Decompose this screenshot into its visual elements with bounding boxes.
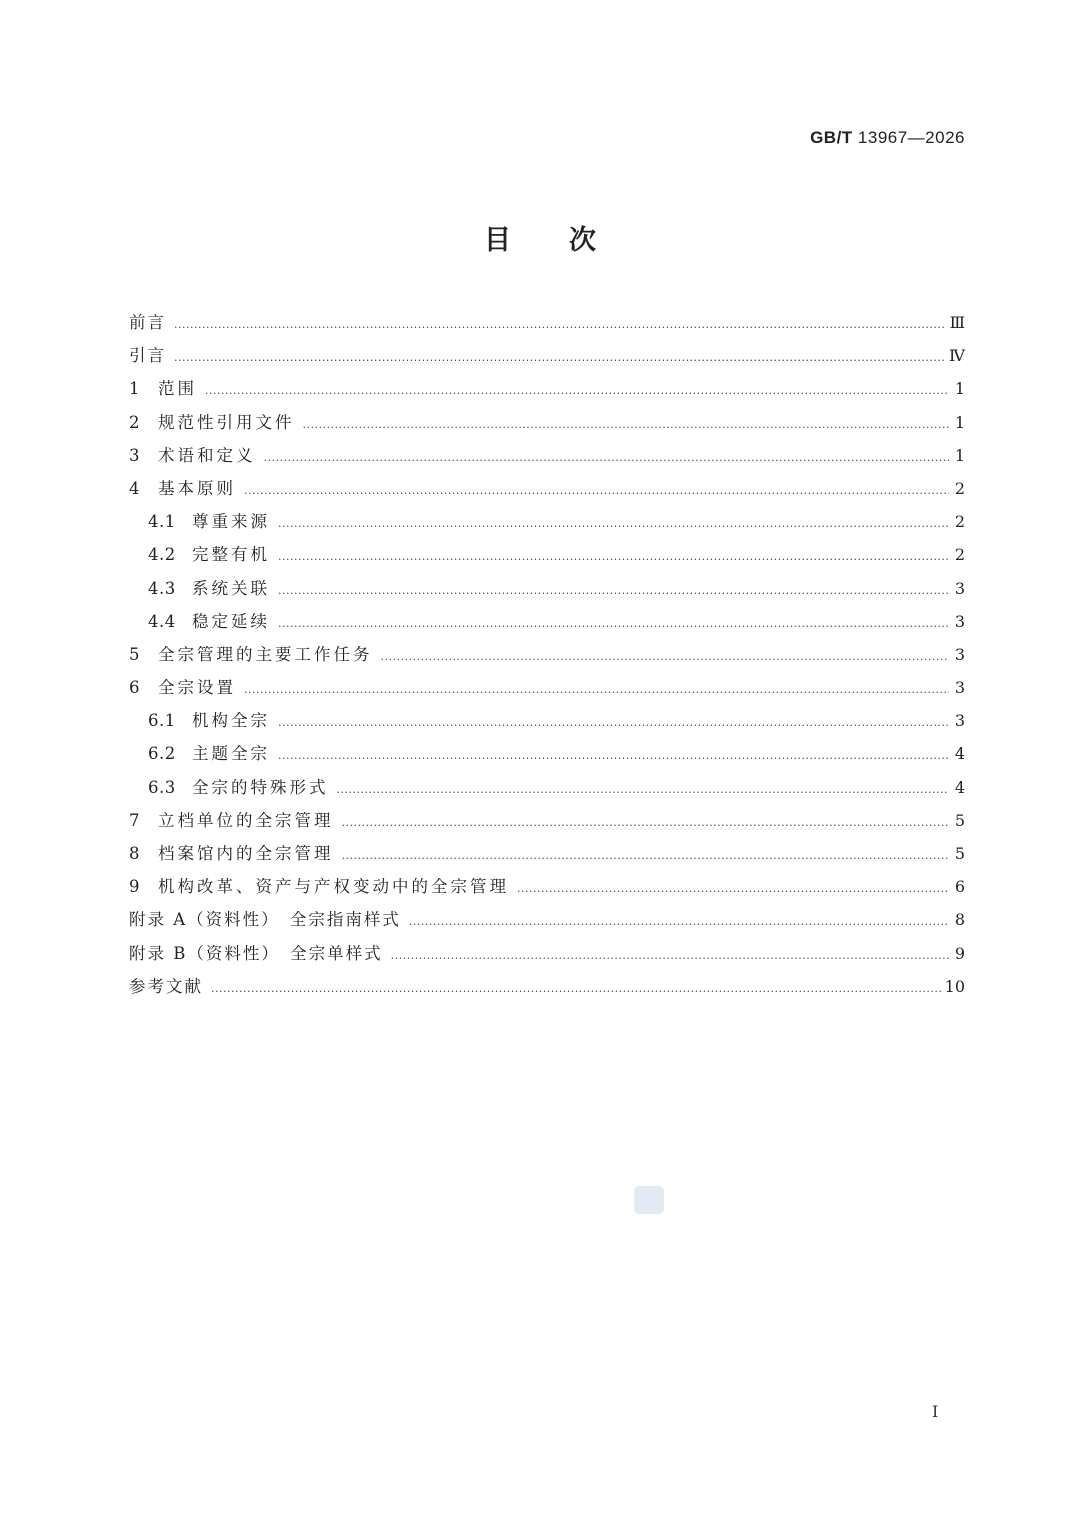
standard-code [810, 128, 965, 148]
toc-entry-label: 附录 B（资料性） 全宗单样式 [129, 943, 383, 963]
toc-dot-leader [205, 374, 949, 407]
toc-entry-number: 6 [129, 678, 140, 698]
toc-entry-page: 5 [954, 810, 965, 830]
standard-prefix: GB/T [810, 128, 853, 147]
sbc-logo-watermark-icon [634, 1186, 664, 1214]
toc-entry-number: 1 [129, 379, 140, 399]
toc-entry-label: 参考文献 [129, 976, 203, 996]
toc-entry-page: 3 [954, 678, 965, 698]
toc-entry-page: 2 [954, 478, 965, 498]
toc-entry-number: 6.2 [148, 744, 176, 764]
toc-dot-leader [211, 972, 941, 1005]
toc-dot-leader [342, 806, 950, 839]
toc-dot-leader [278, 607, 949, 640]
toc-entry-label: 完整有机 [192, 545, 270, 565]
toc-entry-page: 3 [954, 644, 965, 664]
toc-dot-leader [278, 540, 949, 573]
toc-entry-number: 4.1 [148, 512, 176, 532]
toc-entry-page: 9 [954, 943, 965, 963]
toc-entry-number: 2 [129, 412, 140, 432]
toc-entry-label: 全宗设置 [158, 678, 236, 698]
toc-entry-number: 6.1 [148, 711, 176, 731]
toc-dot-leader [337, 773, 950, 806]
toc-entry-page: 6 [954, 877, 965, 897]
toc-entry-label: 前言 [129, 313, 166, 332]
toc-entry-page: 5 [954, 844, 965, 863]
toc-entry-label: 规范性引用文件 [158, 412, 295, 432]
toc-entry-number: 8 [129, 844, 140, 863]
toc-entry[interactable] [129, 339, 965, 372]
toc-entry-label: 机构改革、资产与产权变动中的全宗管理 [158, 877, 509, 897]
toc-entry-page: 2 [954, 545, 965, 565]
toc-dot-leader [244, 673, 949, 706]
toc-entry-page: 2 [954, 512, 965, 532]
toc-entry-label: 基本原则 [158, 478, 236, 498]
toc-entry-number: 4.3 [148, 578, 176, 598]
toc-dot-leader [264, 441, 950, 474]
standard-number: 13967—2026 [857, 128, 965, 147]
toc-entry-number: 6.3 [148, 777, 176, 797]
toc-entry-page: 3 [954, 611, 965, 631]
toc-entry-number: 4.2 [148, 545, 176, 565]
toc-entry[interactable] [129, 372, 965, 405]
toc-entry-label: 机构全宗 [192, 711, 270, 731]
toc-entry[interactable] [129, 671, 965, 704]
toc-entry-number: 5 [129, 644, 140, 664]
table-of-contents [129, 306, 965, 1003]
toc-entry-label: 主题全宗 [192, 744, 270, 764]
toc-entry-label: 全宗管理的主要工作任务 [158, 644, 373, 664]
toc-entry-page: 8 [954, 910, 965, 930]
toc-entry[interactable] [129, 804, 965, 837]
toc-entry-page: 4 [954, 777, 965, 797]
toc-entry-number: 7 [129, 810, 140, 830]
toc-entry-label: 档案馆内的全宗管理 [158, 844, 334, 863]
toc-entry[interactable] [129, 472, 965, 505]
toc-entry-number: 3 [129, 445, 140, 465]
toc-entry-page: 1 [954, 379, 965, 399]
toc-entry-number: 4 [129, 478, 140, 498]
toc-dot-leader [174, 341, 945, 374]
toc-entry-label: 尊重来源 [192, 512, 270, 532]
toc-entry[interactable] [129, 605, 965, 638]
toc-dot-leader [278, 507, 949, 540]
toc-entry[interactable] [129, 771, 965, 804]
toc-title-char-2: 次 [569, 225, 596, 256]
toc-entry-page: 10 [944, 976, 965, 996]
toc-dot-leader [517, 872, 949, 905]
toc-entry[interactable] [129, 737, 965, 770]
toc-entry-number: 4.4 [148, 611, 176, 631]
toc-entry-label: 系统关联 [192, 578, 270, 598]
toc-entry-page: 1 [954, 445, 965, 465]
toc-dot-leader [278, 574, 949, 607]
toc-dot-leader [381, 640, 950, 673]
toc-title-char-1: 目 [484, 225, 511, 256]
toc-entry-page: 3 [954, 578, 965, 598]
toc-dot-leader [391, 939, 949, 972]
toc-dot-leader [278, 739, 949, 772]
toc-entry[interactable] [129, 704, 965, 737]
toc-entry-label: 立档单位的全宗管理 [158, 810, 334, 830]
toc-dot-leader [342, 839, 950, 872]
toc-entry-number: 9 [129, 877, 140, 897]
toc-entry-page: Ⅳ [949, 346, 965, 366]
toc-entry-label: 全宗的特殊形式 [192, 777, 329, 797]
toc-entry[interactable] [129, 439, 965, 472]
toc-entry[interactable] [129, 572, 965, 605]
toc-dot-leader [409, 905, 949, 938]
toc-dot-leader [244, 474, 949, 507]
toc-entry[interactable] [129, 870, 965, 903]
toc-dot-leader [303, 408, 950, 441]
toc-entry[interactable] [129, 937, 965, 970]
toc-entry[interactable] [129, 638, 965, 671]
toc-entry[interactable] [129, 970, 965, 1003]
page-number: I [932, 1402, 939, 1421]
toc-entry-label: 稳定延续 [192, 611, 270, 631]
toc-entry-label: 术语和定义 [158, 445, 256, 465]
toc-title [0, 218, 1080, 257]
toc-dot-leader [278, 706, 949, 739]
toc-entry[interactable] [129, 406, 965, 439]
toc-entry[interactable] [129, 505, 965, 538]
toc-entry-label: 附录 A（资料性） 全宗指南样式 [129, 910, 401, 930]
toc-entry[interactable] [129, 538, 965, 571]
toc-entry-page: Ⅲ [949, 313, 965, 332]
toc-entry-page: 3 [954, 711, 965, 731]
toc-entry-page: 4 [954, 744, 965, 764]
toc-entry[interactable] [129, 306, 965, 339]
toc-entry[interactable] [129, 903, 965, 936]
toc-entry-page: 1 [954, 412, 965, 432]
toc-entry[interactable] [129, 837, 965, 870]
toc-entry-label: 范围 [158, 379, 197, 399]
toc-entry-label: 引言 [129, 346, 166, 366]
toc-dot-leader [174, 308, 946, 341]
